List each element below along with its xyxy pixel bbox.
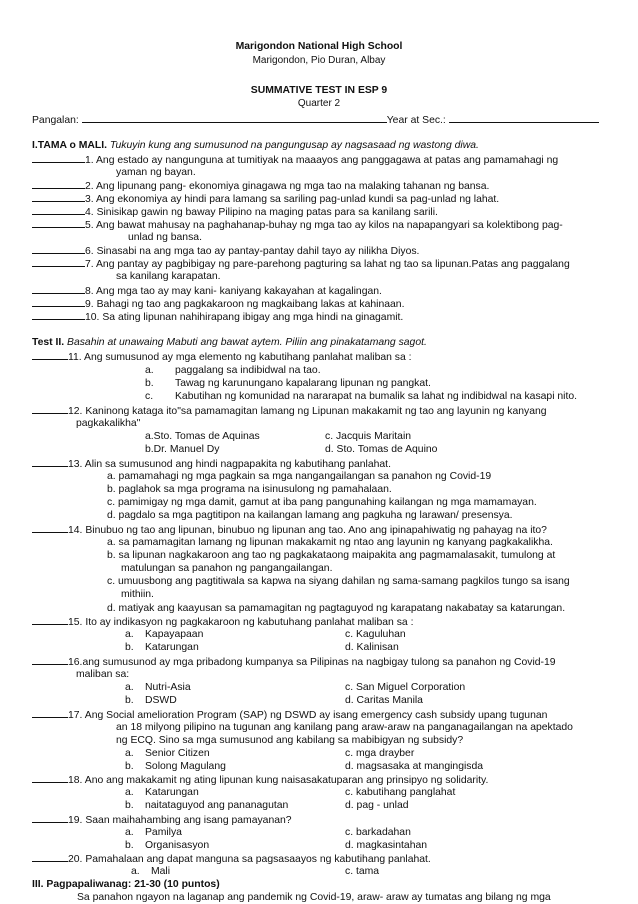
list-item: 5. Ang bawat mahusay na paghahanap-buhay ng mga tao ay kilos na napapangyari sa kolektibong pag- (32, 218, 563, 232)
answer-blank[interactable] (32, 708, 68, 718)
option-a: a. (125, 748, 134, 759)
option-b: b. (125, 761, 134, 772)
list-item: 4. Sinisikap gawin ng baway Pilipino na maging patas para sa kanilang sarili. (32, 205, 438, 219)
answer-blank[interactable] (32, 179, 85, 189)
option-a: a. pamamahagi ng mga pagkain sa mga nangangailangan sa panahon ng Covid-19 (107, 471, 492, 482)
name-field[interactable] (82, 113, 387, 123)
answer-blank[interactable] (32, 205, 85, 215)
question-20: 20. Pamahalaan ang dapat manguna sa pagsasaayos ng kabutihang panlahat. (32, 852, 431, 866)
question-13: 13. Alin sa sumusunod ang hindi nagpapakita ng kabutihang panlahat. (32, 457, 391, 471)
student-info-row (32, 113, 610, 127)
option-b: b. (125, 800, 134, 811)
answer-blank[interactable] (32, 297, 85, 307)
year-section-field[interactable] (449, 113, 599, 123)
question-18: 18. Ano ang makakamit ng ating lipunan kung naisasakatuparan ang prinsipyo ng solidarity. (32, 773, 488, 787)
answer-blank[interactable] (32, 284, 85, 294)
answer-blank[interactable] (32, 813, 68, 823)
option-b: b. (125, 642, 134, 653)
option-c: c. Kaguluhan (345, 629, 406, 640)
part2-heading: Test II. Basahin at unawaing Mabuti ang bawat aytem. Piliin ang pinakatamang sagot. (32, 337, 427, 348)
answer-blank[interactable] (32, 244, 85, 254)
option-d: d. Kalinisan (345, 642, 399, 653)
option-d: d. pag - unlad (345, 800, 409, 811)
question-19: 19. Saan maihahambing ang isang pamayanan? (32, 813, 292, 827)
option-a: a. sa pamamagitan lamang ng lipunan makakamit ng ntao ang layunin ng kanyang pagkakalikha. (107, 537, 553, 548)
option-b: b. sa lipunan nagkakaroon ang tao ng pagkakataong maipakita ang pagmamalasakit, tumulong at (107, 550, 556, 561)
option-c: c. tama (345, 866, 380, 877)
answer-blank[interactable] (32, 404, 68, 414)
list-item: 6. Sinasabi na ang mga tao ay pantay-pantay dahil tayo ay nilikha Diyos. (32, 244, 419, 258)
option-c: c. umuusbong ang pagtitiwala sa kapwa na siyang dahilan ng sama-samang pagkilos tungo sa isang (107, 576, 570, 587)
option-d: d. magkasintahan (345, 840, 428, 851)
question-12: 12. Kaninong kataga ito"sa pamamagitan lamang ng Lipunan makakamit ng tao ang layunin ng kanyang (32, 404, 547, 418)
answer-blank[interactable] (32, 773, 68, 783)
answer-blank[interactable] (32, 655, 68, 665)
part1-heading: I.TAMA o MALI. Tukuyin kung ang sumusunod na pangungusap ay nagsasaad ng wastong diwa. (32, 140, 479, 151)
answer-blank[interactable] (32, 523, 68, 533)
option-c: c. pamimigay ng mga damit, gamut at iba pang pangunahing kailangan ng mga mamamayan. (107, 497, 537, 508)
quarter-label: Quarter 2 (297, 98, 341, 109)
test-title: SUMMATIVE TEST IN ESP 9 (250, 85, 388, 96)
answer-blank[interactable] (32, 257, 85, 267)
option-b: b.Dr. Manuel Dy (145, 444, 220, 455)
option-a: a. (125, 629, 134, 640)
option-c: c. mga drayber (345, 748, 415, 759)
option-a: a. (131, 866, 140, 877)
exam-page: Marigondon National High School Marigondon, Pio Duran, Albay SUMMATIVE TEST IN ESP 9 Quarter 2 Pangalan: Year at Sec.: I.TAMA o MALI. Tukuyin kung ang sumusunod na pangungusap ay nagsasaad ng wastong diwa. 1. Ang estado ay nangunguna at tumitiyak na maaayos ang panggagawa at patas ang pamamahagi ng yaman ng bayan. 2. Ang lipunang pang- ekonomiya ginagawa ng mga tao na malaking tahanan ng bansa. 3. Ang ekonomiya ay hindi para lamang sa sariling pag-unlad kundi sa pag-unlad ng lahat. 4. Sinisikap gawin ng baway Pilipino na maging patas para sa kanilang sarili. 5. Ang bawat mahusay na paghahanap-buhay ng mga tao ay kilos na napapangyari sa kolektibong pag- unlad ng bansa. 6. Sinasabi na ang mga tao ay pantay-pantay dahil tayo ay nilikha Diyos. 7. Ang pantay ay pagbibigay ng pare-parehong pagturing sa lahat ng tao sa lipunan.Patas ang paggalang sa kanilang karapatan. 8. Ang mga tao ay may kani- kaniyang kakayahan at kagalingan. 9. Bahagi ng tao ang pagkakaroon ng magkaibang lakas at kahinaan. 10. Sa ating lipunan nahihirapang ibigay ang mga hindi na ginagamit. Test II. Basahin at unawaing Mabuti ang bawat aytem. Piliin ang pinakatamang sagot. 11. Ang sumusunod ay mga elemento ng kabutihang panlahat maliban sa : a. paggalang sa indibidwal na tao. b. Tawag ng karunungano kapalarang lipunan ng pangkat. c. Kabutihan ng komunidad na nararapat na bumalik sa lahat ng indibidwal na kasapi nito. 12. Kaninong kataga ito"sa pamamagitan lamang ng Lipunan makakamit ng tao ang layunin ng kanyang pagkakalikha" a.Sto. Tomas de Aquinas c. Jacquis Maritain b.Dr. Manuel Dy d. Sto. Tomas de Aquino 13. Alin sa sumusunod ang hindi nagpapakita ng kabutihang panlahat. a. pamamahagi ng mga pagkain sa mga nangangailangan sa panahon ng Covid-19 b. paglahok sa mga programa na isinusulong ng pamahalaan. c. pamimigay ng mga damit, gamut at iba pang pangunahing kailangan ng mga mamamayan. d. pagdalo sa mga pagtitipon na kailangan lamang ang pagkuha ng larawan/ presensya. 14. Binubuo ng tao ang lipunan, binubuo ng lipunan ang tao. Ano ang ipinapahiwatig ng pahayag na ito? a. sa pamamagitan lamang ng lipunan makakamit ng ntao ang layunin ng kanyang pagkakalikha. b. sa lipunan nagkakaroon ang tao ng pagkakataong maipakita ang pagmamalasakit, tumulong at matulungan sa panahon ng pangangailangan. c. umuusbong ang pagtitiwala sa kapwa na siyang dahilan ng sama-samang pagkilos tungo sa isang mithiin. d. matiyak ang kaayusan sa pamamagitan ng pagtaguyod ng karapatang nakabatay sa katarungan. 15. Ito ay indikasyon ng pagkakaroon ng kabutuhang panlahat maliban sa : a. Kapayapaan c. Kaguluhan b. Katarungan d. Kalinisan 16.ang sumusunod ay mga pribadong kumpanya sa Pilipinas na nagbigay tulong sa panahon ng Covid-19 maliban sa: a. Nutri-Asia c. San Miguel Corporation b. DSWD d. Caritas Manila 17. Ang Social amelioration Program (SAP) ng DSWD ay isang emergency cash subsidy upang tugunan an 18 milyong pilipino na tugunan ang kanilang pang araw-araw na panganagailangan na apektado ng ECQ. Sino sa mga sumusunod ang kabilang sa mabibigyan ng subsidy? a. Senior Citizen c. mga drayber b. Solong Magulang d. magsasaka at mangingisda 18. Ano ang makakamit ng ating lipunan kung naisasakatuparan ang prinsipyo ng solidarity. a. Katarungan c. kabutihang panglahat b. naitataguyod ang pananagutan d. pag - unlad 19. Saan maihahambing ang isang pamayanan? a. Pamilya c. barkadahan b. Organisasyon d. magkasintahan 20. Pamahalaan ang dapat manguna sa pagsasaayos ng kabutihang panlahat. a. Mali c. tama III. Pagpapaliwanag: 21-30 (10 puntos) Sa panahon ngayon na laganap ang pandemik ng Covid-19, araw- araw ay tumatas ang bilang ng mga (0, 0, 638, 902)
question-11: 11. Ang sumusunod ay mga elemento ng kabutihang panlahat maliban sa : (32, 350, 412, 364)
question-16: 16.ang sumusunod ay mga pribadong kumpanya sa Pilipinas na nagbigay tulong sa panahon ng Covid-19 (32, 655, 556, 669)
answer-blank[interactable] (32, 852, 68, 862)
answer-blank[interactable] (32, 457, 68, 467)
answer-blank[interactable] (32, 218, 85, 228)
option-a: a. (145, 365, 154, 376)
answer-blank[interactable] (32, 192, 85, 202)
answer-blank[interactable] (32, 153, 85, 163)
part3-prompt-line1: Sa panahon ngayon na laganap ang pandemik ng Covid-19, araw- araw ay tumatas ang bilang ng mga (77, 892, 551, 903)
option-d: d. Caritas Manila (345, 695, 423, 706)
list-item: 9. Bahagi ng tao ang pagkakaroon ng magkaibang lakas at kahinaan. (32, 297, 404, 311)
option-b: b. paglahok sa mga programa na isinusulong ng pamahalaan. (107, 484, 392, 495)
question-15: 15. Ito ay indikasyon ng pagkakaroon ng kabutuhang panlahat maliban sa : (32, 615, 413, 629)
list-item: 10. Sa ating lipunan nahihirapang ibigay ang mga hindi na ginagamit. (32, 310, 403, 324)
option-d: d. Sto. Tomas de Aquino (325, 444, 438, 455)
list-item: 7. Ang pantay ay pagbibigay ng pare-parehong pagturing sa lahat ng tao sa lipunan.Patas ang paggalang (32, 257, 570, 271)
option-a: a. (125, 682, 134, 693)
option-d: d. magsasaka at mangingisda (345, 761, 484, 772)
answer-blank[interactable] (32, 350, 68, 360)
answer-blank[interactable] (32, 615, 68, 625)
option-d: d. pagdalo sa mga pagtitipon na kailangan lamang ang pagkuha ng larawan/ presensya. (107, 510, 513, 521)
option-c: c. San Miguel Corporation (345, 682, 466, 693)
year-label: Year at Sec.: (386, 115, 446, 126)
question-17: 17. Ang Social amelioration Program (SAP) ng DSWD ay isang emergency cash subsidy upang tugunan (32, 708, 547, 722)
option-a: a. (125, 787, 134, 798)
list-item: 2. Ang lipunang pang- ekonomiya ginagawa ng mga tao na malaking tahanan ng bansa. (32, 179, 489, 193)
answer-blank[interactable] (32, 310, 85, 320)
question-14: 14. Binubuo ng tao ang lipunan, binubuo ng lipunan ang tao. Ano ang ipinapahiwatig ng pahayag na ito? (32, 523, 547, 537)
list-item: 1. Ang estado ay nangunguna at tumitiyak na maaayos ang panggagawa at patas ang pamamahagi ng (32, 153, 558, 167)
option-a: a. (125, 827, 134, 838)
option-c: c. (145, 391, 154, 402)
school-name: Marigondon National High School (235, 41, 403, 52)
option-c: c. Jacquis Maritain (325, 431, 412, 442)
option-d: d. matiyak ang kaayusan sa pamamagitan ng pagtaguyod ng karapatang nakabatay sa katarungan. (107, 603, 566, 614)
option-b: b. (145, 378, 154, 389)
option-c: c. kabutihang panglahat (345, 787, 456, 798)
list-item: 3. Ang ekonomiya ay hindi para lamang sa sariling pag-unlad kundi sa pag-unlad ng lahat. (32, 192, 499, 206)
option-b: b. (125, 840, 134, 851)
school-address: Marigondon, Pio Duran, Albay (252, 55, 386, 66)
part3-heading: III. Pagpapaliwanag: 21-30 (10 puntos) (32, 879, 220, 890)
name-label: Pangalan: (32, 115, 79, 126)
list-item: 8. Ang mga tao ay may kani- kaniyang kakayahan at kagalingan. (32, 284, 382, 298)
option-b: b. (125, 695, 134, 706)
option-c: c. barkadahan (345, 827, 411, 838)
option-a: a.Sto. Tomas de Aquinas (145, 431, 260, 442)
